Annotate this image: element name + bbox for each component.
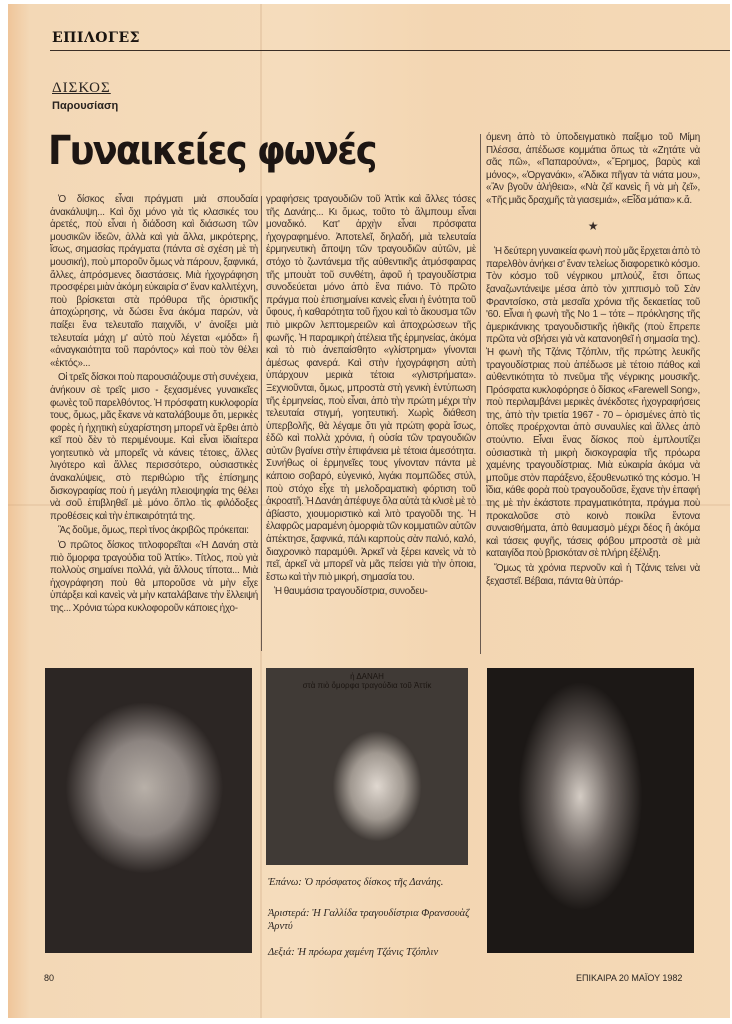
album-cover-text (266, 672, 468, 690)
section-header: ΕΠΙΛΟΓΕΣ (52, 30, 141, 46)
paragraph: Ἃς δοῦμε, ὅμως, περὶ τίνος ἀκριβῶς πρόκειται: (58, 525, 249, 537)
album-title: στὰ πιὸ ὄμορφα τραγούδια τοῦ Ἀττίκ (302, 681, 432, 690)
text-column-2 (266, 194, 476, 601)
paragraph: γραφήσεις τραγουδιῶν τοῦ Ἀττὶκ καὶ ἄλλες τόσες τῆς Δανάης... Κι ὅμως, τοῦτο τὸ ἄλμπουμ εἶναι μοναδικό. Κατ' ἀρχὴν εἶναι πρόσφατα ἠχογραφημένο. Ἀποτελεῖ, δηλαδή, μιὰ τελευταία ἑρμηνευτικὴ ἄποψη τῶν τραγουδιῶν αὐτῶν, μὲ στόχο τὸ ζωντάνεμα τῆς αὐθεντικῆς ἀτμόσφαιρας τῆς μπουὰτ τοῦ συνθέτη, ἀφοῦ ἡ τραγουδίστρια συνοδεύεται μόνο ἀπὸ ἕνα πιάνο. Τὸ πρῶτο πράγμα ποὺ ἐπισημαίνει κανεὶς εἶναι ἡ ἑνότητα τοῦ ὕφους, ἡ καθαρότητα τοῦ ἤχου καὶ τὸ ἄκουσμα τῶν πιὸ μικρῶν λεπτομερειῶν καὶ ἀποχρώσεων τῆς φωνῆς. Ἡ παραμικρὴ ἀτέλεια τῆς ἑρμηνείας, ἀκόμα καὶ τὸ πιὸ ἀνεπαίσθητο «γλίστρημα» γίνονται ἀμέσως φανερά. Καὶ στὴν ἠχογράφηση αὐτὴ ὑπάρχουν μερικὰ τέτοια «γλιστρήματα». Ξεχνιοῦνται, ὅμως, μπροστὰ στὴ γενικὴ ἐντύπωση τῆς ἑρμηνείας, ποὺ εἶναι, ἀπὸ τὴν πρώτη μέχρι τὴν τελευταία στιγμή, γοητευτική. Χωρὶς διάθεση ὑπερβολῆς, θὰ λέγαμε ὅτι γιὰ πρώτη φορὰ ἴσως, ἐδῶ καὶ πολλὰ χρόνια, ἡ οὐσία τῶν τραγουδιῶν αὐτῶν βγαίνει στὴν ἐπιφάνεια μὲ τέτοια ἀμεσότητα. Συνήθως οἱ ἑρμηνεῖες τους γίνονταν πάντα μὲ κάποιο σοβαρό, εὐγενικό, λιγάκι πομπῶδες στύλ, ποὺ στόχο εἶχε τὴ μελοδραματικὴ φόρτιση τοῦ ἀκροατῆ. Ἡ Δανάη ἀπέφυγε ὅλα αὐτὰ τὰ κλισὲ μὲ τὸ ἀβίαστο, χιουμοριστικὸ καὶ λιτὸ τραγοῦδι της. Ἡ ἐλαφρῶς μαραμένη ὀμορφιὰ τῶν κομματιῶν αὐτῶν ἀπέκτησε, ξαφνικά, πάλι καρποὺς σὰν παλιό, καλό, διαχρονικὸ παραμύθι. Ἀρκεῖ νὰ ξέρει κανεὶς νὰ τὸ πεῖ, ἀρκεῖ νὰ μπορεῖ νὰ μᾶς πείσει γιὰ τὴν ὁποια, ἔστω καὶ τὴν πιὸ μικρή, σημασία του. (266, 194, 476, 583)
caption-left: Ἀριστερά: Ἡ Γαλλίδα τραγουδίστρια Φρανσουὰζ Ἀρντύ (268, 908, 470, 932)
paragraph: Ὁ πρῶτος δίσκος τιτλοφορεῖται «Ἡ Δανάη στὰ πιὸ ὄμορφα τραγούδια τοῦ Ἀττίκ». Τίτλος, ποὺ γιὰ πολλοὺς σημαίνει πολλά, γιὰ ἄλλους τίποτα... Μιὰ ἠχογράφηση ποὺ θὰ μποροῦσε νὰ μὴν εἶχε ὑπάρξει καὶ κανεὶς νὰ μὴν καταλάβαινε τὴν ἔλλειψή της... Χρόνια τώρα κυκλοφοροῦν κάποιες ἠχο- (50, 540, 258, 614)
article-title: Γυναικείες φωνές (48, 128, 376, 174)
column-divider (480, 134, 481, 654)
paragraph: Οἱ τρεῖς δίσκοι ποὺ παρουσιάζουμε στὴ συνέχεια, ἀνήκουν σὲ τρεῖς μισο - ξεχασμένες γυναικεῖες φωνὲς τοῦ παρελθόντος. Ἡ πρόσφατη κυκλοφορία τους, ὅμως, μᾶς ἔκανε νὰ καταλάβουμε ὅτι, μερικὲς φορὲς ἡ ἠχητικὴ εὐχαρίστηση μπορεῖ νὰ ἔρθει ἀπὸ κεῖ ποὺ δὲν τὸ περιμένουμε. Καὶ εἶναι ἰδιαίτερα γοητευτικὸ νὰ μπορεῖς νὰ κάνεις τέτοιες, ἄλλες λιγότερο καὶ ἄλλες περισσότερο, οὐσιαστικὲς ἀνακαλύψεις, στὸ περιθώριο τῆς ἐπίσημης δισκογραφίας ποὺ ἡ μεγάλη πλειοψηφία της θέλει νὰ σοῦ ἐπιβληθεῖ μὲ μόνο ὅπλο τὶς φιλόδοξες προθέσεις καὶ τὴν ἐπικαιρότητά της. (50, 372, 258, 522)
subtitle: Παρουσίαση (52, 100, 119, 112)
caption-top: Ἐπάνω: Ὁ πρόσφατος δίσκος τῆς Δανάης. (268, 877, 444, 888)
photo-francoise-hardy (45, 668, 252, 953)
text-column-3 (486, 132, 700, 590)
caption-right: Δεξιά: Ἡ πρόωρα χαμένη Τζάνις Τζόπλιν (268, 947, 439, 958)
publication-date: ΕΠΙΚΑΙΡΑ 20 ΜΑΪΟΥ 1982 (576, 973, 683, 983)
page-number: 80 (44, 973, 55, 983)
paragraph: όμενη ἀπὸ τὸ ὑποδειγματικὸ παίξιμο τοῦ Μίμη Πλέσσα, ἀπέδωσε κομμάτια ὅπως τὰ «Ζητάτε νὰ σᾶς πῶ», «Παπαρούνα», «Ἔρημος, βαρὺς καὶ μόνος», «Ὀργανάκι», «Ἄδικα πῆγαν τὰ νιάτα μου», «Ἂν βγοῦν ἀλήθεια», «Νὰ ζεῖ κανεὶς ἢ νὰ μὴ ζεῖ», «Τῆς μιᾶς δραχμῆς τὰ γιασεμιά», «Εἶδα μάτια» κ.ἄ. (486, 132, 700, 206)
text-column-1 (50, 194, 258, 618)
header-rule (50, 50, 730, 51)
column-divider (261, 196, 262, 651)
paragraph: Ὁ δίσκος εἶναι πράγματι μιὰ σπουδαία ἀνακάλυψη... Καὶ ὄχι μόνο γιὰ τὶς κλασικές του ἀρετές, ποὺ εἶναι ἡ διάδοση καὶ διάσωση τῶν μουσικῶν ἰδεῶν, ἀλλὰ καὶ γιὰ ἄλλα, μικρότερης, ἴσως, σημασίας πράγματα (πάντα σὲ σχέση μὲ τὴ μουσική), ποὺ μποροῦν ὅμως νὰ πάρουν, ξαφνικά, ἄλλες, ἀπρόσμενες διαστάσεις. Μιὰ ἠχογράφηση προσφέρει μιὰν ἀκόμη εὐκαιρία σ' ἕναν καλλιτέχνη, ποὺ βρίσκεται στὰ πρόθυρα τῆς ὁριστικῆς ἀποχώρησης, νὰ δώσει ἕνα ἀκόμα παρών, νὰ παίξει ἕνα τελευταῖο παιχνίδι, ν' ἀνοίξει μιὰ τελευταία μάχη μ' αὐτὸ ποὺ λέγεται «μόδα» ἢ «ἀναγκαιότητα τοῦ παρόντος» καὶ ποὺ τὸν θέλει «ἐκτός»... (50, 194, 258, 369)
album-artist: ἡ ΔΑΝΑΗ (350, 672, 384, 681)
paragraph: Ἡ θαυμάσια τραγουδίστρια, συνοδευ- (274, 586, 428, 598)
star-separator: ★ (587, 218, 599, 233)
category-kicker: ΔΙΣΚΟΣ (52, 80, 111, 96)
paragraph: Ἡ δεύτερη γυναικεία φωνὴ ποὺ μᾶς ἔρχεται ἀπὸ τὸ παρελθὸν ἀνήκει σ' ἕναν τελείως διαφορετικὸ κόσμο. Τὸν κόσμο τοῦ νέγρικου μπλούζ, ἔτσι ὅπως ξαναζωντάνεψε μέσα ἀπὸ τὸν χιππισμὸ τοῦ Σὰν Φραντσίσκο, στὰ μεσαῖα χρόνια τῆς δεκαετίας τοῦ '60. Εἶναι ἡ φωνὴ τῆς Νο 1 – τότε – πρόκλησης τῆς ἀμερικάνικης τραγουδιστικῆς ἠθικῆς (ποὺ ἔπρεπε πρῶτα νὰ σβήσει γιὰ νὰ κατανοηθεῖ ἡ σημασία της). Ἡ φωνὴ τῆς Τζάνις Τζόπλιν, τῆς πρώτης λευκῆς τραγουδίστριας ποὺ ἀπέδωσε μὲ τέτοιο πάθος καὶ αὐθεντικότητα τὸ πνεῦμα τῆς νέγρικης μουσικῆς. Πρόσφατα κυκλοφόρησε ὁ δίσκος «Farewell Song», ποὺ περιλαμβάνει μερικὲς ἀνέκδοτες ἠχογραφήσεις της, ἀπὸ τὴν τριετία 1967 - 70 – ὁρισμένες ἀπὸ τὶς ὁποῖες προέρχονται ἀπὸ συναυλίες καὶ ἄλλες ἀπὸ στούντιο. Εἶναι ἕνας δίσκος ποὺ ἐμπλουτίζει οὐσιαστικὰ τὴ μικρὴ δισκογραφία τῆς πρόωρα χαμένης τραγουδίστριας. Μιὰ εὐκαιρία ἀκόμα νὰ μποῦμε στὸν παράξενο, ἐξουθενωτικό της κόσμο. Ἡ ἴδια, κάθε φορὰ ποὺ τραγουδοῦσε, ἔχανε τὴν ἐπαφή της μὲ τὴν ἑκάστοτε πραγματικότητα, πράγμα ποὺ προκαλοῦσε στὸ κοινὸ ποικίλα ἔντονα συναισθήματα, ἀπὸ θαυμασμὸ μέχρι δέος ἢ ἀκόμα καὶ τάσεις φυγῆς, τάσεις φόβου μπροστὰ σὲ μιὰ καταιγίδα ποὺ βρισκόταν σὲ πλήρη ἐξέλιξη. (486, 246, 700, 560)
paragraph: Ὅμως τὰ χρόνια περνοῦν καὶ ἡ Τζάνις τείνει νὰ ξεχαστεῖ. Βέβαια, πάντα θὰ ὑπάρ- (486, 563, 700, 587)
photo-janis-joplin (487, 668, 694, 953)
photo-danai-album-cover (266, 668, 468, 865)
